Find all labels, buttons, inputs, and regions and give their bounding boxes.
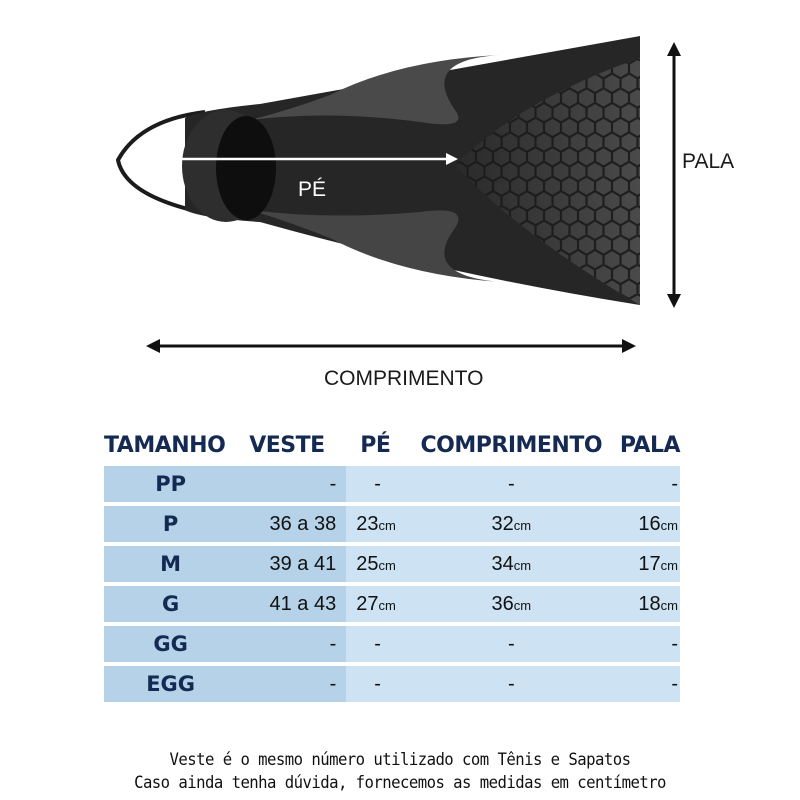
cell-veste-value: 36 a 38 — [269, 512, 337, 535]
cell-veste-value: - — [329, 472, 337, 495]
cell-size — [104, 546, 237, 582]
cell-pala-value: - — [671, 632, 678, 655]
unit-label: cm — [660, 597, 678, 613]
cell-size-value: EGG — [146, 672, 196, 696]
unit-label: cm — [513, 557, 532, 573]
cell-veste — [237, 546, 346, 582]
cell-pe-value: - — [374, 472, 381, 495]
cell-comprimento — [421, 506, 603, 542]
table-row — [104, 586, 680, 622]
cell-pala-value: 17 — [638, 552, 661, 575]
cell-pala-value: 18 — [638, 592, 661, 615]
cell-pe — [346, 506, 420, 542]
cell-veste — [237, 586, 346, 622]
cell-size — [104, 666, 237, 702]
unit-label: cm — [378, 557, 396, 573]
cell-pala — [602, 546, 680, 582]
cell-veste — [237, 666, 346, 702]
cell-size — [104, 586, 237, 622]
footer-note-2: Caso ainda tenha dúvida, fornecemos as medidas em centímetro — [134, 773, 666, 793]
cell-veste — [237, 626, 346, 662]
cell-pala — [602, 466, 680, 502]
cell-pe — [346, 466, 420, 502]
unit-label: cm — [513, 597, 532, 613]
cell-comprimento-value: - — [507, 672, 515, 695]
cell-size-value: GG — [153, 632, 188, 656]
length-label: COMPRIMENTO — [324, 367, 484, 390]
cell-size — [104, 506, 237, 542]
cell-comprimento-value: - — [507, 632, 515, 655]
cell-pe — [346, 546, 420, 582]
blade-label: PALA — [682, 150, 735, 173]
cell-veste — [237, 466, 346, 502]
unit-label: cm — [378, 517, 396, 533]
cell-veste-value: 39 a 41 — [269, 552, 337, 575]
cell-size — [104, 626, 237, 662]
unit-label: cm — [513, 517, 532, 533]
cell-comprimento — [421, 546, 603, 582]
cell-pala-value: - — [671, 472, 678, 495]
cell-veste-value: - — [329, 632, 337, 655]
header-veste: VESTE — [249, 433, 325, 458]
cell-size-value: M — [160, 552, 182, 576]
cell-pala — [602, 666, 680, 702]
cell-size — [104, 466, 237, 502]
cell-comprimento-value: 36 — [491, 592, 514, 615]
cell-veste-value: - — [329, 672, 337, 695]
table-row — [104, 506, 680, 542]
table-row — [104, 626, 680, 662]
cell-pe-value: 25 — [356, 552, 379, 575]
cell-pala — [602, 626, 680, 662]
cell-pala — [602, 586, 680, 622]
cell-comprimento-value: 34 — [491, 552, 514, 575]
cell-comprimento — [421, 626, 603, 662]
header-pe: PÉ — [360, 433, 391, 458]
cell-pe-value: - — [374, 632, 381, 655]
header-pala: PALA — [619, 433, 680, 458]
header-comprimento: COMPRIMENTO — [420, 433, 603, 458]
foot-label: PÉ — [298, 178, 327, 201]
cell-pe — [346, 666, 420, 702]
cell-comprimento — [421, 586, 603, 622]
cell-pala-value: - — [671, 672, 678, 695]
table-row — [104, 546, 680, 582]
cell-size-value: P — [162, 512, 179, 536]
cell-comprimento-value: 32 — [491, 512, 514, 535]
cell-size-value: G — [161, 592, 180, 616]
cell-pala — [602, 506, 680, 542]
header-tamanho: TAMANHO — [104, 433, 226, 458]
table-header-row — [104, 429, 680, 462]
cell-pe — [346, 626, 420, 662]
unit-label: cm — [660, 517, 678, 533]
table-row — [104, 466, 680, 502]
cell-comprimento — [421, 666, 603, 702]
cell-veste — [237, 506, 346, 542]
cell-comprimento-value: - — [507, 472, 515, 495]
unit-label: cm — [378, 597, 396, 613]
cell-size-value: PP — [155, 472, 187, 496]
size-chart-table — [104, 425, 680, 706]
table-row — [104, 666, 680, 702]
cell-pala-value: 16 — [638, 512, 661, 535]
footer-note-1: Veste é o mesmo número utilizado com Tênis e Sapatos — [169, 750, 631, 770]
cell-pe-value: 23 — [356, 512, 379, 535]
cell-pe — [346, 586, 420, 622]
cell-pe-value: 27 — [356, 592, 379, 615]
cell-veste-value: 41 a 43 — [269, 592, 337, 615]
foot-pocket-inner — [216, 116, 276, 220]
cell-comprimento — [421, 466, 603, 502]
cell-pe-value: - — [374, 672, 381, 695]
unit-label: cm — [660, 557, 678, 573]
